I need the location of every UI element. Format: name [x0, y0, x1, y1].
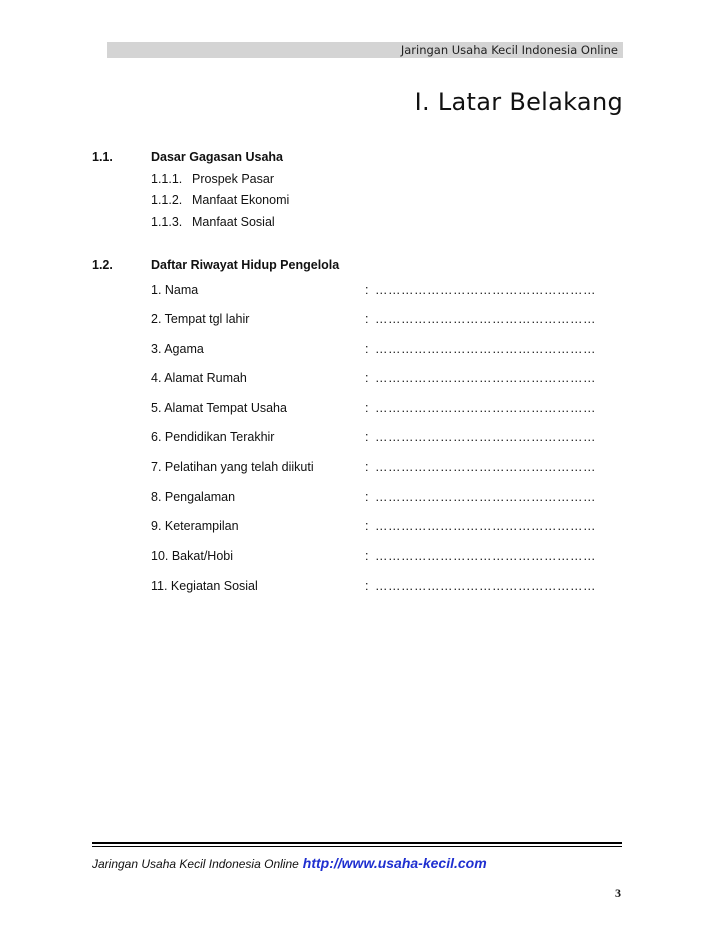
form-row [151, 283, 611, 299]
form-row [151, 401, 611, 417]
field-dots: …………………………………………… [375, 430, 596, 444]
item-label: Manfaat Ekonomi [192, 193, 290, 207]
form-row [151, 371, 611, 387]
form-row [151, 579, 611, 595]
section-title: Daftar Riwayat Hidup Pengelola [151, 258, 340, 272]
form-row [151, 342, 611, 358]
field-label: 8. Pengalaman [151, 490, 236, 504]
field-dots: …………………………………………… [375, 371, 596, 385]
field-dots: …………………………………………… [375, 460, 596, 474]
section-number: 1.2. [92, 258, 113, 272]
item-label: Manfaat Sosial [192, 215, 275, 229]
field-label: 10. Bakat/Hobi [151, 549, 233, 563]
field-dots: …………………………………………… [375, 312, 596, 326]
footer-link[interactable]: http://www.usaha-kecil.com [302, 855, 487, 871]
field-colon: : [365, 342, 369, 356]
section-title: Dasar Gagasan Usaha [151, 150, 284, 164]
page-number: 3 [615, 886, 621, 900]
form-row [151, 519, 611, 535]
field-label: 11. Kegiatan Sosial [151, 579, 258, 593]
form-row [151, 490, 611, 506]
field-colon: : [365, 283, 369, 297]
field-colon: : [365, 460, 369, 474]
field-label: 2. Tempat tgl lahir [151, 312, 250, 326]
field-colon: : [365, 549, 369, 563]
field-dots: …………………………………………… [375, 401, 596, 415]
field-colon: : [365, 490, 369, 504]
field-colon: : [365, 371, 369, 385]
section-number: 1.1. [92, 150, 113, 164]
field-dots: …………………………………………… [375, 283, 596, 297]
field-colon: : [365, 579, 369, 593]
footer-text: Jaringan Usaha Kecil Indonesia Online [92, 857, 299, 871]
item-number: 1.1.3. [151, 215, 183, 229]
header-bar [107, 42, 623, 58]
field-label: 6. Pendidikan Terakhir [151, 430, 275, 444]
item-label: Prospek Pasar [192, 172, 274, 186]
item-number: 1.1.1. [151, 172, 183, 186]
field-label: 4. Alamat Rumah [151, 371, 247, 385]
field-colon: : [365, 430, 369, 444]
form-row [151, 312, 611, 328]
field-label: 1. Nama [151, 283, 199, 297]
field-colon: : [365, 401, 369, 415]
footer-divider [92, 846, 622, 847]
field-colon: : [365, 519, 369, 533]
field-dots: …………………………………………… [375, 342, 596, 356]
field-label: 7. Pelatihan yang telah diikuti [151, 460, 314, 474]
field-dots: …………………………………………… [375, 519, 596, 533]
field-label: 9. Keterampilan [151, 519, 239, 533]
field-dots: …………………………………………… [375, 549, 596, 563]
list-item [151, 193, 289, 207]
list-item [151, 172, 274, 186]
form-row [151, 430, 611, 446]
field-dots: …………………………………………… [375, 579, 596, 593]
field-dots: …………………………………………… [375, 490, 596, 504]
header-text: Jaringan Usaha Kecil Indonesia Online [400, 43, 618, 57]
list-item [151, 215, 275, 229]
field-colon: : [365, 312, 369, 326]
footer [92, 855, 487, 871]
form-row [151, 549, 611, 565]
item-number: 1.1.2. [151, 193, 183, 207]
page-title: I. Latar Belakang [414, 88, 623, 116]
form-row [151, 460, 611, 476]
footer-divider [92, 842, 622, 844]
field-label: 3. Agama [151, 342, 204, 356]
field-label: 5. Alamat Tempat Usaha [151, 401, 287, 415]
